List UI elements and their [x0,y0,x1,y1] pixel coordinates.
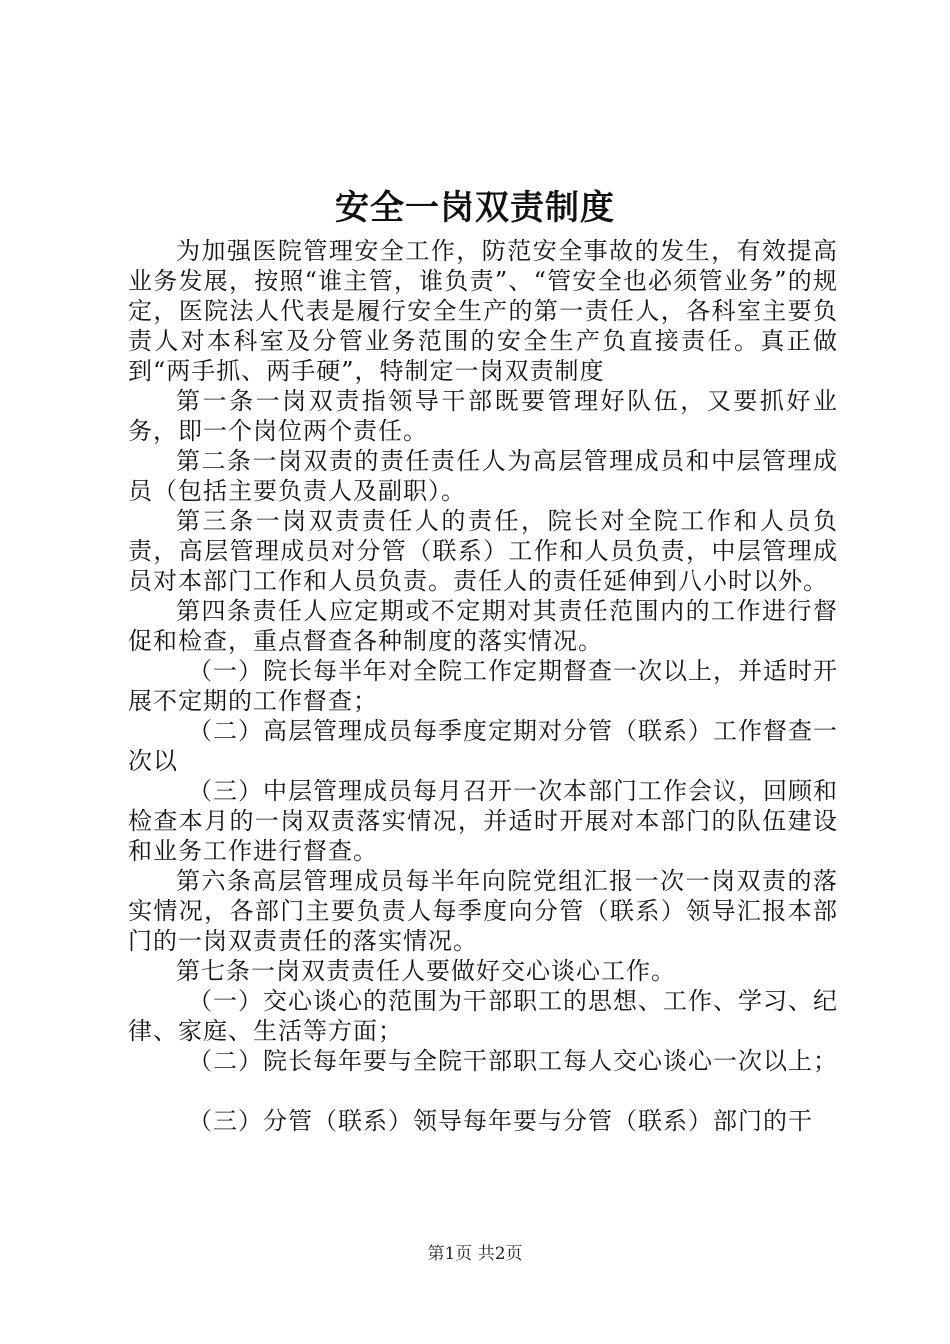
page-number-footer: 第1页 共2页 [427,1244,523,1264]
paragraph-article-7-item-3: （三）分管（联系）领导每年要与分管（联系）部门的干 [188,1107,813,1135]
paragraph-article-7-item-2: （二）院长每年要与全院干部职工每人交心谈心一次以上； [188,1047,838,1075]
document-body [128,236,838,1136]
paragraph-article-4-item-2: （二）高层管理成员每季度定期对分管（联系）工作督查一次以 [128,717,838,775]
paragraph-article-6: 第六条高层管理成员每半年向院党组汇报一次一岗双责的落实情况，各部门主要负责人每季度向分管（联系）领导汇报本部门的一岗双责责任的落实情况。 [128,867,838,955]
paragraph-article-3: 第三条一岗双责责任人的责任，院长对全院工作和人员负责，高层管理成员对分管（联系）工作和人员负责，中层管理成员对本部门工作和人员负责。责任人的责任延伸到八小时以外。 [128,507,838,595]
paragraph-article-4-item-1: （一）院长每半年对全院工作定期督查一次以上，并适时开展不定期的工作督查； [128,657,838,715]
paragraph-article-1: 第一条一岗双责指领导干部既要管理好队伍，又要抓好业务，即一个岗位两个责任。 [128,387,838,445]
document-title: 安全一岗双责制度 [335,188,615,228]
paragraph-article-7: 第七条一岗双责责任人要做好交心谈心工作。 [176,957,676,985]
paragraph-intro: 为加强医院管理安全工作，防范安全事故的发生，有效提高业务发展，按照“谁主管，谁负责”、“管安全也必须管业务”的规定，医院法人代表是履行安全生产的第一责任人，各科室主要负责人对本科室及分管业务范围的安全生产负直接责任。真正做到“两手抓、两手硬”，特制定一岗双责制度 [128,237,838,385]
paragraph-article-4-item-3: （三）中层管理成员每月召开一次本部门工作会议，回顾和检查本月的一岗双责落实情况，并适时开展对本部门的队伍建设和业务工作进行督查。 [128,777,838,865]
paragraph-article-7-item-1: （一）交心谈心的范围为干部职工的思想、工作、学习、纪律、家庭、生活等方面； [128,987,838,1045]
paragraph-article-4: 第四条责任人应定期或不定期对其责任范围内的工作进行督促和检查，重点督查各种制度的落实情况。 [128,597,838,655]
paragraph-article-2: 第二条一岗双责的责任责任人为高层管理成员和中层管理成员（包括主要负责人及副职）。 [128,447,838,505]
